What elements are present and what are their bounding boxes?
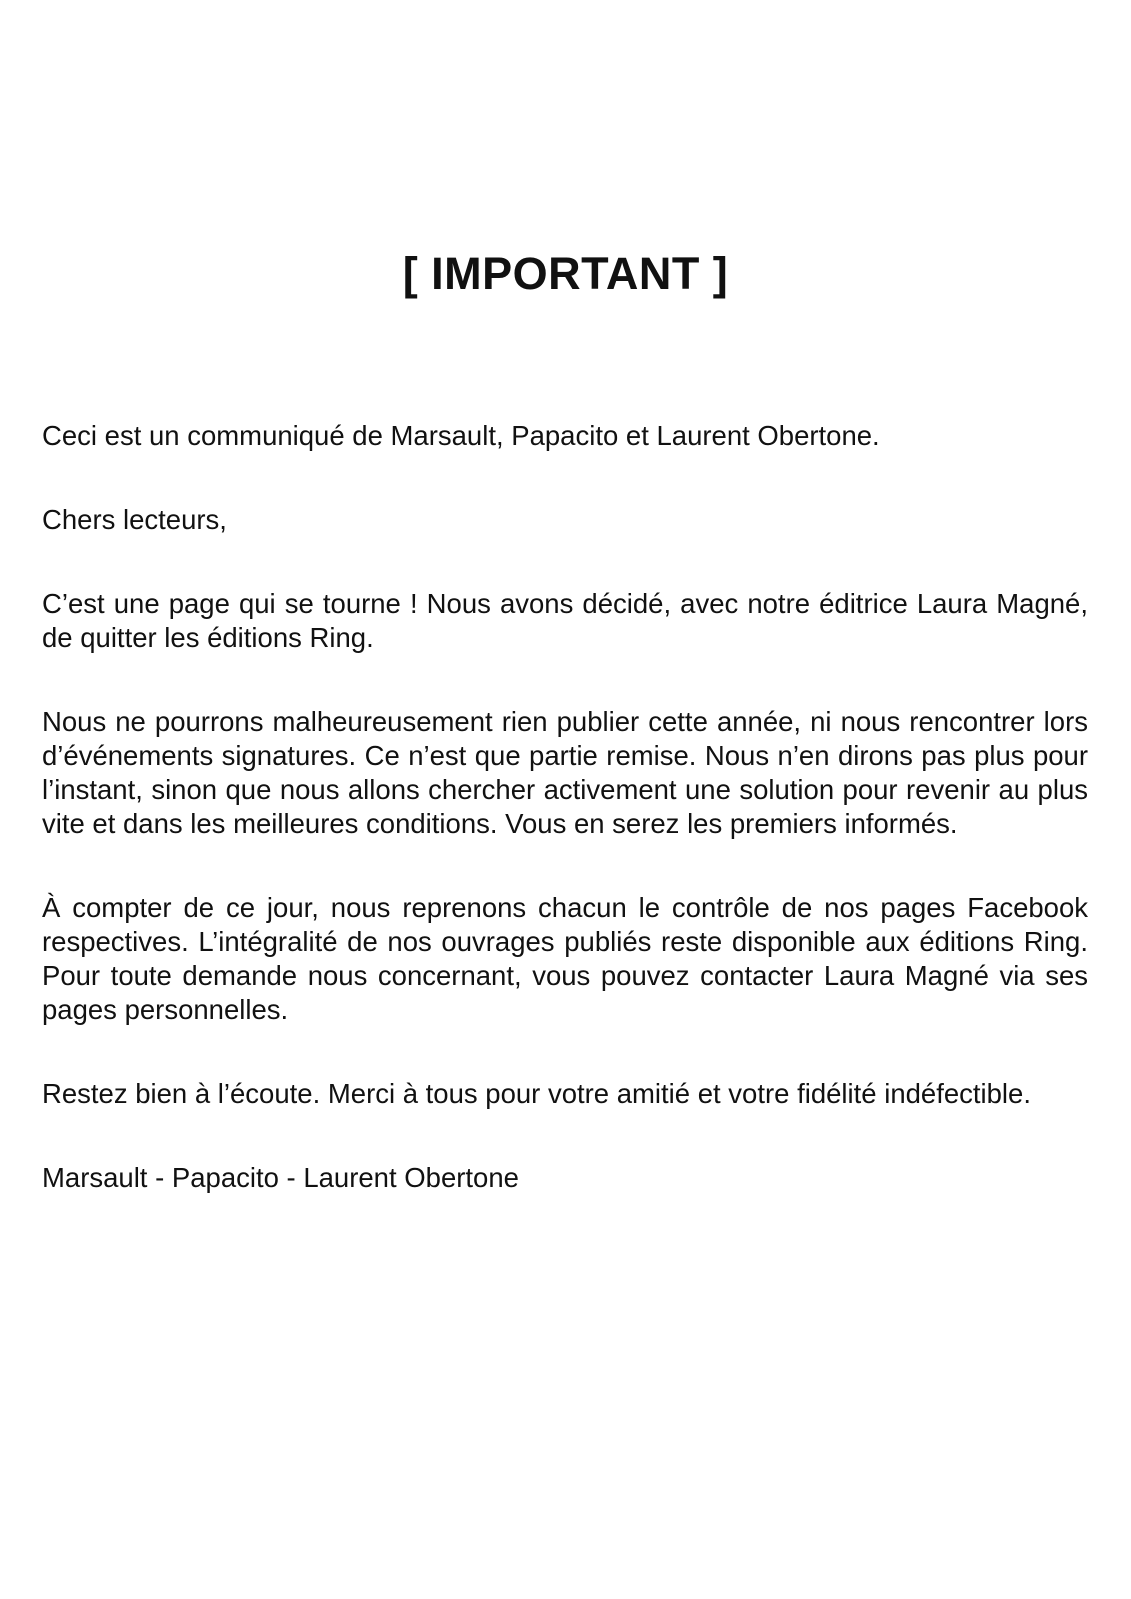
document-title: [ IMPORTANT ] bbox=[402, 248, 729, 299]
greeting-paragraph: Chers lecteurs, bbox=[42, 504, 227, 535]
body-paragraph: Restez bien à l’écoute. Merci à tous pour votre amitié et votre fidélité indéfectible. bbox=[42, 1078, 1031, 1109]
body-paragraph: Nous ne pourrons malheureusement rien publier cette année, ni nous rencontrer lors d’événements signatures. Ce n’est que partie remise. Nous n’en dirons pas plus pour l’instant, sinon que nous allons chercher activement une solution pour revenir au plus vite et dans les meilleures conditions. Vous en serez les premiers informés. bbox=[42, 706, 1088, 839]
body-paragraph: À compter de ce jour, nous reprenons chacun le contrôle de nos pages Facebook respectives. L’intégralité de nos ouvrages publiés reste disponible aux éditions Ring. Pour toute demande nous concernant, vous pouvez contacter Laura Magné via ses pages personnelles. bbox=[42, 892, 1088, 1025]
body-paragraph: C’est une page qui se tourne ! Nous avons décidé, avec notre éditrice Laura Magné, de quitter les éditions Ring. bbox=[42, 588, 1088, 653]
signature: Marsault - Papacito - Laurent Obertone bbox=[42, 1162, 519, 1193]
intro-paragraph: Ceci est un communiqué de Marsault, Papacito et Laurent Obertone. bbox=[42, 420, 880, 451]
document-body bbox=[42, 419, 1088, 1245]
